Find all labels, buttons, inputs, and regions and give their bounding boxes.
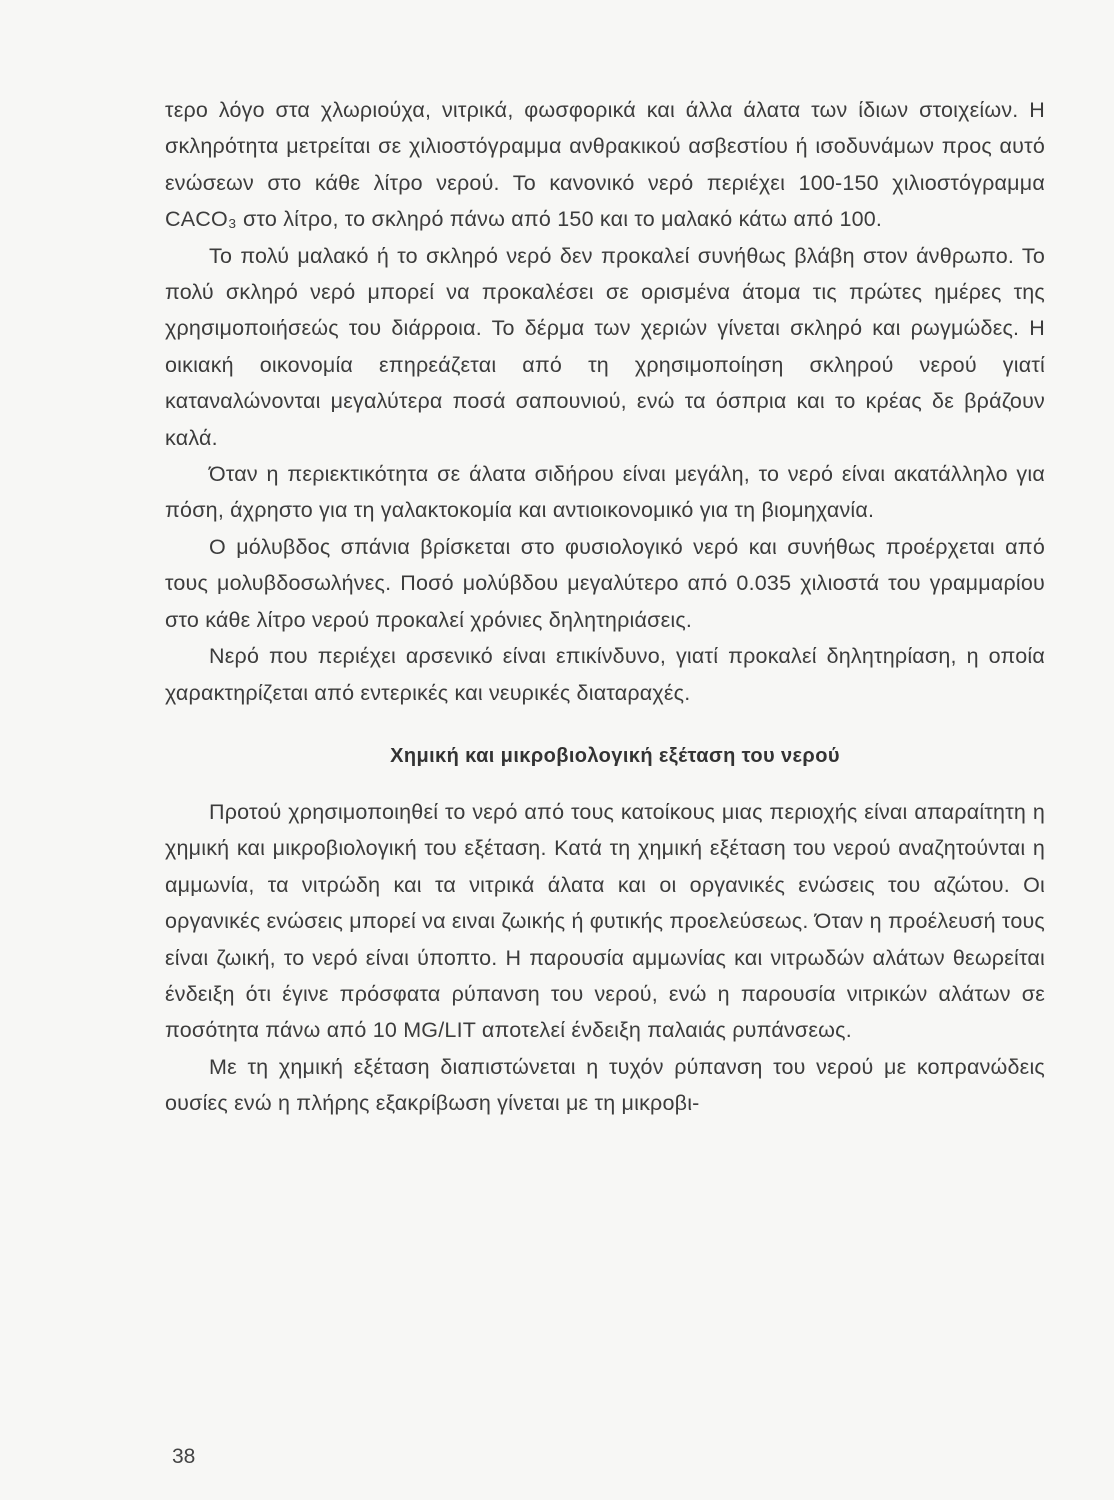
paragraph-hard-water-effects: Το πολύ μαλακό ή το σκληρό νερό δεν προκαλεί συνήθως βλάβη στον άνθρωπο. Το πολύ σκληρό νερό μπορεί να προκαλέσει σε ορισμένα άτομα τις πρώτες ημέρες της χρησιμοποιήσεώς του διάρροια. Το δέρμα των χεριών γίνεται σκληρό και ρωγμώδες. Η οικιακή οικονομία επηρεάζεται από τη χρησιμοποίηση σκληρού νερού γιατί καταναλώνονται μεγαλύτερα ποσά σαπουνιού, ενώ τα όσπρια και το κρέας δε βράζουν καλά.: [165, 243, 1045, 450]
paragraph-fecal-contamination: Με τη χημική εξέταση διαπιστώνεται η τυχόν ρύπανση του νερού με κοπρανώδεις ουσίες ενώ η πλήρης εξακρίβωση γίνεται με τη μικροβι-: [165, 1054, 1045, 1116]
paragraph-hardness-definition: τερο λόγο στα χλωριούχα, νιτρικά, φωσφορικά και άλλα άλατα των ίδιων στοιχείων. Η σκληρότητα μετρείται σε χιλιοστόγραμμα ανθρακικού ασβεστίου ή ισοδυνάμων προς αυτό ενώσεων στο κάθε λίτρο νερού. Το κανονικό νερό περιέχει 100-150 χιλιοστόγραμμα CACO₃ στο λίτρο, το σκληρό πάνω από 150 και το μαλακό κάτω από 100.: [165, 98, 1045, 232]
paragraph-chemical-examination: Προτού χρησιμοποιηθεί το νερό από τους κατοίκους μιας περιοχής είναι απαραίτητη η χημική και μικροβιολογική του εξέταση. Κατά τη χημική εξέταση του νερού αναζητούνται η αμμωνία, τα νιτρώδη και τα νιτρικά άλατα και οι οργανικές ενώσεις του αζώτου. Οι οργανικές ενώσεις μπορεί να ειναι ζωικής ή φυτικής προελεύσεως. Όταν η προέλευσή τους είναι ζωική, το νερό είναι ύποπτο. Η παρουσία αμμωνίας και νιτρωδών αλάτων θεωρείται ένδειξη ότι έγινε πρόσφατα ρύπανση του νερού, ενώ η παρουσία νιτρικών αλάτων σε ποσότητα πάνω από 10 MG/LIT αποτελεί ένδειξη παλαιάς ρυπάνσεως.: [165, 799, 1045, 1043]
page-body: [165, 92, 1045, 1122]
paragraph-arsenic: Νερό που περιέχει αρσενικό είναι επικίνδυνο, γιατί προκαλεί δηλητηρίαση, η οποία χαρακτηρίζεται από εντερικές και νευρικές διαταραχές.: [165, 644, 1045, 705]
paragraph-iron-salts: Όταν η περιεκτικότητα σε άλατα σιδήρου είναι μεγάλη, το νερό είναι ακατάλληλο για πόση, άχρηστο για τη γαλακτοκομία και αντιοικονομικό για τη βιομηχανία.: [165, 462, 1045, 523]
section-heading: Χημική και μικροβιολογική εξέταση του νερού: [390, 744, 840, 767]
page-number: 38: [172, 1445, 196, 1468]
paragraph-lead: Ο μόλυβδος σπάνια βρίσκεται στο φυσιολογικό νερό και συνήθως προέρχεται από τους μολυβδοσωλήνες. Ποσό μολύβδου μεγαλύτερο από 0.035 χιλιοστά του γραμμαρίου στο κάθε λίτρο νερού προκαλεί χρόνιες δηλητηριάσεις.: [165, 534, 1045, 632]
